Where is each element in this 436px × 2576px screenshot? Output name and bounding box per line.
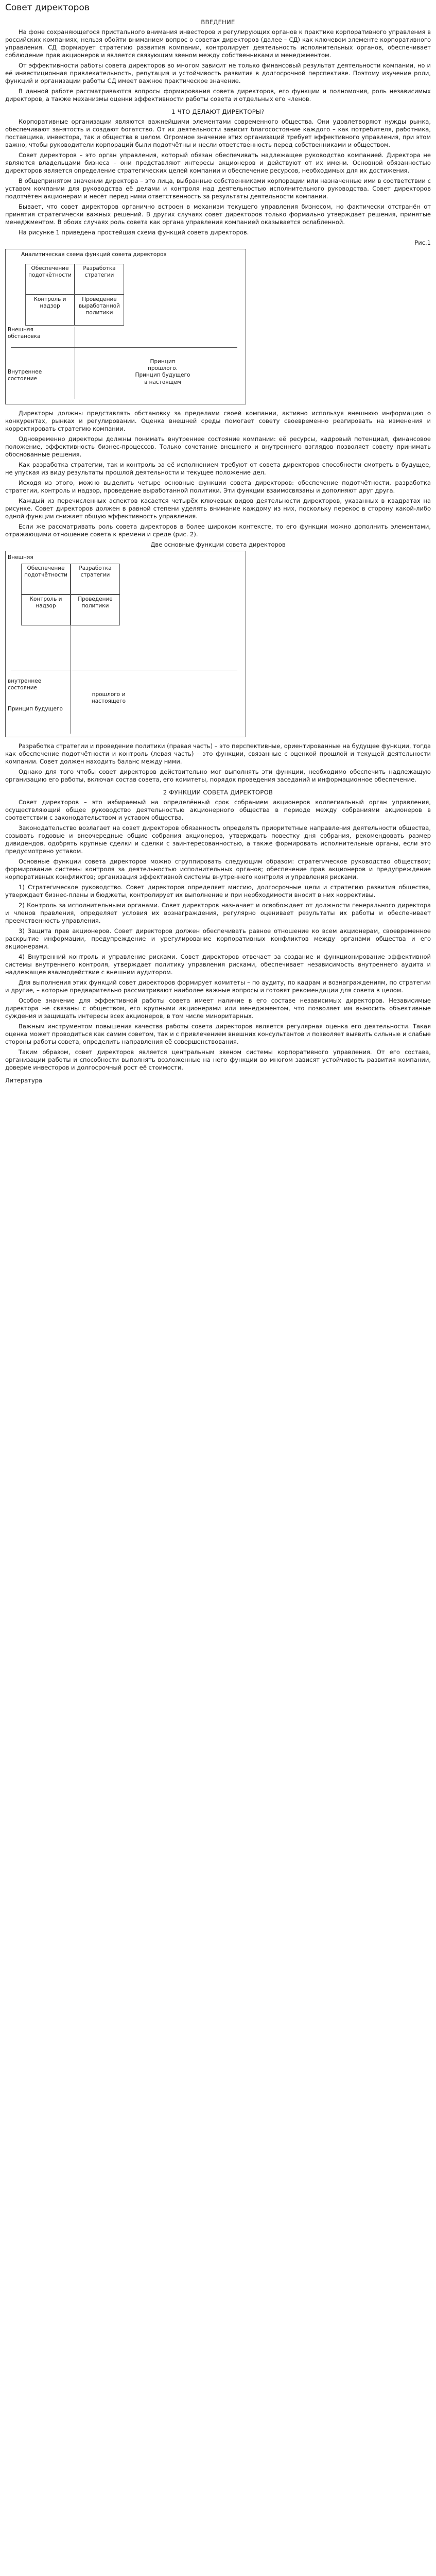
paragraph: Законодательство возлагает на совет директоров обязанность определять приоритетные направления деятельности общества, созывать годовые и внеочередные общие собрания акционеров, утверждать повестку дня собрания, рекомендовать размер дивидендов, одобрять крупные сделки и сделки с заинтересованностью, а также формировать исполнительные органы, если это предусмотрено уставом. — [5, 824, 431, 855]
paragraph: Бывает, что совет директоров органично встроен в механизм текущего управления бизнесом, но фактически отстранён от принятия стратегически важных решений. В других случаях совет директоров только формально утверждает решения, принятые менеджментом. В обоих случаях роль совета как органа управления компанией оказывается ослабленной. — [5, 203, 431, 226]
fig2-future-label: прошлого и настоящего — [91, 691, 126, 704]
section-2-body — [5, 799, 431, 1072]
paragraph: Каждый из перечисленных аспектов касается четырёх ключевых видов деятельности директоров, указанных в квадратах на рисунке. Совет директоров должен в равной степени уделять внимание каждому из них, поскольку перекос в сторону какой-либо одной функции снижает общую эффективность управления. — [5, 497, 431, 520]
figure-1-text — [5, 410, 431, 538]
fig1-internal-label: Внутреннее состояние — [8, 369, 42, 382]
paragraph: На рисунке 1 приведена простейшая схема функций совета директоров. — [19, 229, 249, 236]
paragraph: Основные функции совета директоров можно сгруппировать следующим образом: стратегическое руководство обществом; формирование системы контроля за деятельностью исполнительных органов; обеспечение прав акционеров и предупреждение корпоративных конфликтов; организация эффективной системы внутреннего контроля и управления рисками. — [5, 858, 431, 880]
fig2-quadrant-policy: Проведение политики — [71, 595, 120, 625]
paragraph: Совет директоров – это орган управления, который обязан обеспечивать надлежащее руководство компанией. Директора не являются владельцами бизнеса – они представляют интересы акционеров и действуют от их имени. Основной обязанностью директоров является определение стратегических целей компании и обеспечение ресурсов, необходимых для их достижения. — [5, 151, 431, 174]
paragraph: Одновременно директоры должны понимать внутреннее состояние компании: её ресурсы, кадровый потенциал, финансовое положение, эффективность бизнес-процессов. Только сочетание внешнего и внутреннего взглядов позволяет совету принимать обоснованные решения. — [5, 435, 431, 458]
figure-2-text — [5, 742, 431, 784]
paragraph: Важным инструментом повышения качества работы совета директоров является регулярная оценка его деятельности. Такая оценка может проводиться как самим советом, так и с привлечением внешних консультантов и позволяет выявить сильные и слабые стороны работы совета, определить направления её совершенствования. — [5, 1023, 431, 1045]
fig1-future-label: Принцип прошлого. Принцип будущего — [135, 359, 190, 378]
fig1-quadrant-strategy: Разработка стратегии — [75, 264, 124, 295]
paragraph: Таким образом, совет директоров является центральным звеном системы корпоративного управления. От его состава, организации работы и способности выполнять возложенные на него функции во многом зависят устойчивость развития компании, доверие инвесторов и долгосрочный рост её стоимости. — [5, 1048, 431, 1071]
fig2-inside-label: внутреннее состояние — [8, 678, 42, 691]
intro-heading: ВВЕДЕНИЕ — [201, 19, 235, 26]
section-1-heading: 1 ЧТО ДЕЛАЮТ ДИРЕКТОРЫ? — [171, 108, 265, 115]
fig1-quadrant-accountability: Обеспечение подотчётности — [25, 264, 75, 295]
fig2-quadrant-strategy: Разработка стратегии — [71, 564, 120, 595]
paragraph: Директоры должны представлять обстановку за пределами своей компании, активно используя внешнюю информацию о конкурентах, рынках и регулировании. Оценка внешней среды помогает совету своевременно реагировать на изменения и корректировать стратегию компании. — [5, 410, 431, 432]
paragraph: На фоне сохраняющегося пристального внимания инвесторов и регулирующих органов к практике корпоративного управления в российских компаниях, нельзя обойти вниманием вопрос о советах директоров (далее – СД) как ключевом элементе корпоративного управления. СД формирует стратегию развития компании, контролирует деятельность исполнительных органов, обеспечивает соблюдение прав акционеров и является связующим звеном между собственниками и менеджментом. — [5, 28, 431, 59]
paragraph: От эффективности работы совета директоров во многом зависит не только финансовый результат деятельности компании, но и её инвестиционная привлекательность, репутация и устойчивость развития в долгосрочной перспективе. Поэтому изучение роли, функций и организации работы СД имеет важное практическое значение. — [5, 62, 431, 84]
figure-1-title: Аналитическая схема функций совета директоров — [21, 251, 167, 258]
page-title: Совет директоров — [5, 3, 90, 13]
fig1-quadrant-control: Контроль и надзор — [25, 295, 75, 326]
paragraph: Однако для того чтобы совет директоров действительно мог выполнять эти функции, необходимо обеспечить надлежащую организацию его работы, включая состав совета, его комитеты, порядок проведения заседаний и информационное обеспечение. — [5, 768, 431, 783]
paragraph: Особое значение для эффективной работы совета имеет наличие в его составе независимых директоров. Независимые директора не связаны с обществом, его крупными акционерами или менеджментом, что позволяет им выносить объективные суждения и защищать интересы всех акционеров, в том числе миноритарных. — [5, 997, 431, 1020]
paragraph: Совет директоров – это избираемый на определённый срок собранием акционеров коллегиальный орган управления, осуществляющий общее руководство деятельностью акционерного общества в периоде между собраниями акционеров в соответствии с законодательством и уставом общества. — [5, 799, 431, 821]
paragraph: Как разработка стратегии, так и контроль за её исполнением требуют от совета директоров способности смотреть в будущее, не упуская из виду результаты прошлой деятельности и текущее положение дел. — [5, 461, 431, 476]
paragraph: В данной работе рассматриваются вопросы формирования совета директоров, его функции и полномочия, роль независимых директоров, а также механизмы оценки эффективности работы совета и отдельных его членов. — [5, 88, 431, 103]
fig1-horizontal-axis — [11, 347, 237, 348]
fig2-past-label: Принцип будущего — [8, 706, 63, 712]
paragraph: Корпоративные организации являются важнейшими элементами современного общества. Они удовлетворяют нужды рынка, обеспечивают занятость и создают богатство. От их деятельности зависит благосостояние каждого – как потребителя, работника, поставщика, инвестора, так и общества в целом. Огромное значение этих организаций требует эффективного управления, при этом важно, чтобы руководители корпораций были подотчётны и несли ответственность перед собственниками и обществом. — [5, 118, 431, 148]
document-page — [0, 0, 436, 1095]
figure-1-diagram — [5, 249, 246, 404]
paragraph: 2) Контроль за исполнительными органами. Совет директоров назначает и освобождает от должности генерального директора и членов правления, определяет условия их вознаграждения, регулярно оценивает результаты их работы и обеспечивает преемственность управления. — [5, 902, 431, 924]
paragraph: Если же рассматривать роль совета директоров в более широком контексте, то его функции можно дополнить элементами, отражающими отношение совета к времени и среде (рис. 2). — [5, 523, 431, 538]
paragraph: 3) Защита прав акционеров. Совет директоров должен обеспечивать равное отношение ко всем акционерам, своевременное раскрытие информации, предупреждение и урегулирование корпоративных конфликтов между органами общества и его акционерами. — [5, 927, 431, 950]
paragraph: 1) Стратегическое руководство. Совет директоров определяет миссию, долгосрочные цели и стратегию развития общества, утверждает бизнес-планы и бюджеты, контролирует их выполнение и при необходимости вносит в них коррективы. — [5, 884, 431, 899]
fig2-quadrant-accountability: Обеспечение подотчётности — [21, 564, 71, 595]
paragraph: 4) Внутренний контроль и управление рисками. Совет директоров отвечает за создание и функционирование эффективной системы внутреннего контроля, утверждает политику управления рисками, обеспечивает независимость внутреннего аудита и надлежащее взаимодействие с внешним аудитором. — [5, 953, 431, 976]
fig1-present-label: в настоящем — [144, 379, 181, 385]
footer-label: Литература — [5, 1077, 43, 1084]
figure-2-diagram — [5, 551, 246, 737]
fig1-quadrant-policy: Проведение выработанной политики — [75, 295, 124, 326]
paragraph: В общепринятом значении директора – это лица, выбранные собственниками корпорации или назначенные ими в соответствии с уставом компании для руководства её делами и контроля над деятельностью исполнительного руководства. Совет директоров подотчётен акционерам и несёт перед ними ответственность за результаты деятельности компании. — [5, 177, 431, 200]
fig2-outside-label: Внешняя — [8, 554, 33, 561]
intro-body — [5, 28, 431, 103]
section-2-heading: 2 ФУНКЦИИ СОВЕТА ДИРЕКТОРОВ — [163, 789, 273, 796]
paragraph: Исходя из этого, можно выделить четыре основные функции совета директоров: обеспечение подотчётности, разработка стратегии, контроль и надзор, проведение выработанной политики. Эти функции взаимосвязаны и дополняют друг друга. — [5, 479, 431, 494]
figure-1-label: Рис.1 — [414, 239, 431, 246]
paragraph: Для выполнения этих функций совет директоров формирует комитеты – по аудиту, по кадрам и вознаграждениям, по стратегии и другие, – которые предварительно рассматривают наиболее важные вопросы и готовят рекомендации для совета в целом. — [5, 979, 431, 994]
paragraph: Разработка стратегии и проведение политики (правая часть) – это перспективные, ориентированные на будущее функции, тогда как обеспечение подотчётности и контроль (левая часть) – это функции, связанные с оценкой прошлой и текущей деятельности компании. Совет должен находить баланс между ними. — [5, 742, 431, 765]
figure-2-title: Две основные функции совета директоров — [150, 541, 286, 548]
fig1-external-label: Внешняя обстановка — [8, 327, 41, 340]
fig2-quadrant-control: Контроль и надзор — [21, 595, 71, 625]
section-1-body — [5, 118, 431, 236]
